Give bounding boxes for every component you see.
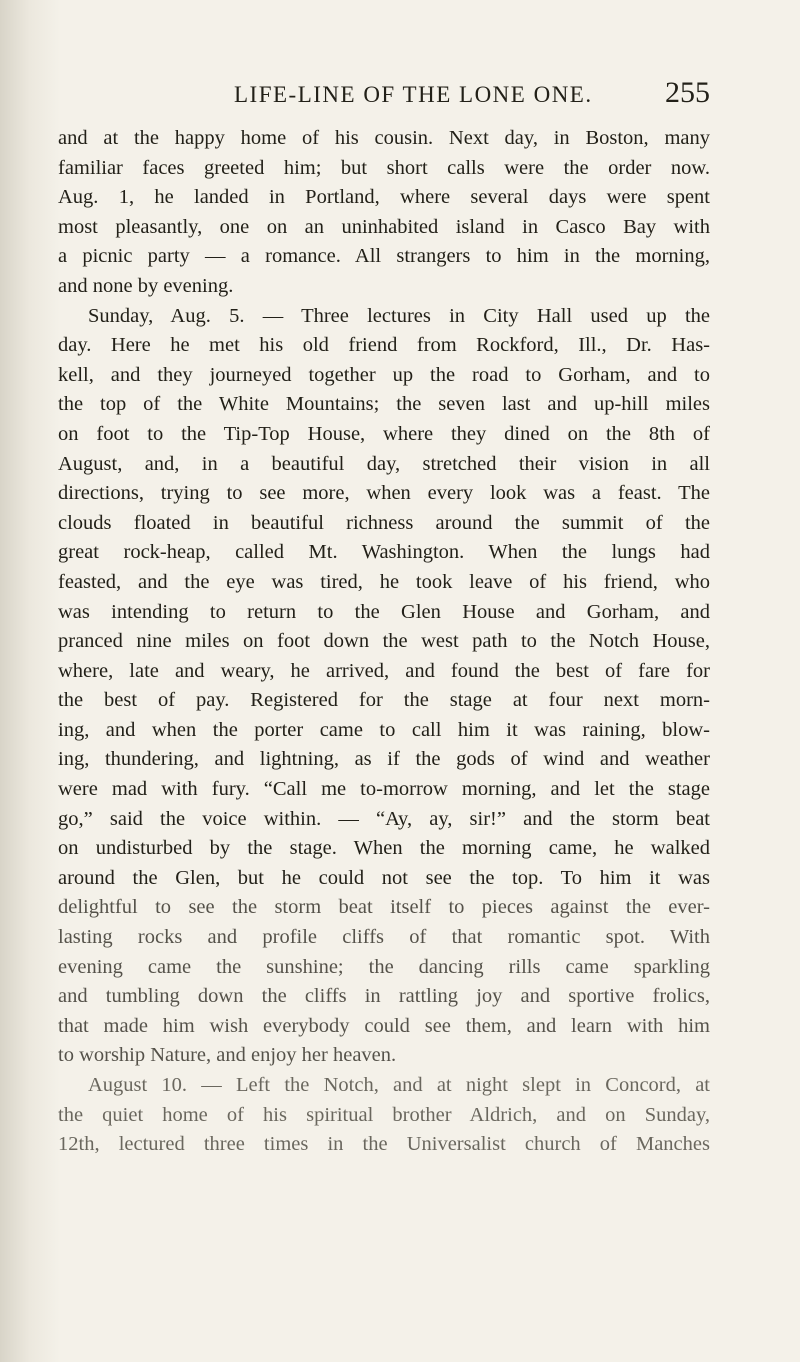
text-line: Aug. 1, he landed in Portland, where several days were spent <box>58 186 710 209</box>
page-header <box>58 78 710 118</box>
text-line: was intending to return to the Glen House and Gorham, and <box>58 600 710 623</box>
text-line: to worship Nature, and enjoy her heaven. <box>58 1044 397 1067</box>
running-title: LIFE-LINE OF THE LONE ONE. <box>234 82 593 107</box>
text-line: around the Glen, but he could not see the top. To him it was <box>58 866 710 889</box>
text-line: on undisturbed by the stage. When the morning came, he walked <box>58 837 710 860</box>
text-line: most pleasantly, one on an uninhabited island in Casco Bay with <box>58 215 710 238</box>
text-line: the top of the White Mountains; the seven last and up-hill miles <box>58 393 710 416</box>
text-line: that made him wish everybody could see them, and learn with him <box>58 1014 710 1037</box>
text-line: August 10. — Left the Notch, and at night slept in Concord, at <box>88 1074 710 1096</box>
text-line: August, and, in a beautiful day, stretched their vision in all <box>58 452 710 475</box>
text-line: and none by evening. <box>58 274 234 297</box>
text-line: pranced nine miles on foot down the west path to the Notch House, <box>58 630 710 653</box>
text-line: where, late and weary, he arrived, and found the best of fare for <box>58 659 710 682</box>
text-line: familiar faces greeted him; but short calls were the order now. <box>58 156 710 179</box>
text-line: feasted, and the eye was tired, he took leave of his friend, who <box>58 570 710 593</box>
text-line: ing, thundering, and lightning, as if the gods of wind and weather <box>58 748 710 771</box>
text-line: go,” said the voice within. — “Ay, ay, sir!” and the storm beat <box>58 807 710 830</box>
text-line: Sunday, Aug. 5. — Three lectures in City Hall used up the <box>88 304 710 327</box>
text-line: kell, and they journeyed together up the road to Gorham, and to <box>58 363 710 386</box>
text-line: ing, and when the porter came to call him it was raining, blow- <box>58 718 710 741</box>
text-line: on foot to the Tip-Top House, where they dined on the 8th of <box>58 422 710 445</box>
text-line: the best of pay. Registered for the stage at four next morn- <box>58 689 710 712</box>
body-text <box>58 124 710 1160</box>
text-line: were mad with fury. “Call me to-morrow morning, and let the stage <box>58 778 710 801</box>
text-line: 12th, lectured three times in the Universalist church of Manches <box>58 1133 710 1156</box>
text-line: day. Here he met his old friend from Rockford, Ill., Dr. Has- <box>58 334 710 357</box>
text-line: delightful to see the storm beat itself to pieces against the ever- <box>58 896 710 919</box>
text-line: great rock-heap, called Mt. Washington. When the lungs had <box>58 541 710 564</box>
text-line: evening came the sunshine; the dancing rills came sparkling <box>58 955 710 978</box>
text-line: and tumbling down the cliffs in rattling joy and sportive frolics, <box>58 985 710 1008</box>
text-line: directions, trying to see more, when every look was a feast. The <box>58 482 710 505</box>
text-line: a picnic party — a romance. All strangers to him in the morning, <box>58 245 710 268</box>
text-line: the quiet home of his spiritual brother Aldrich, and on Sunday, <box>58 1103 710 1126</box>
text-line: lasting rocks and profile cliffs of that romantic spot. With <box>58 926 710 949</box>
text-line: and at the happy home of his cousin. Next day, in Boston, many <box>58 127 710 149</box>
page-number: 255 <box>665 76 710 109</box>
text-line: clouds floated in beautiful richness around the summit of the <box>58 511 710 534</box>
